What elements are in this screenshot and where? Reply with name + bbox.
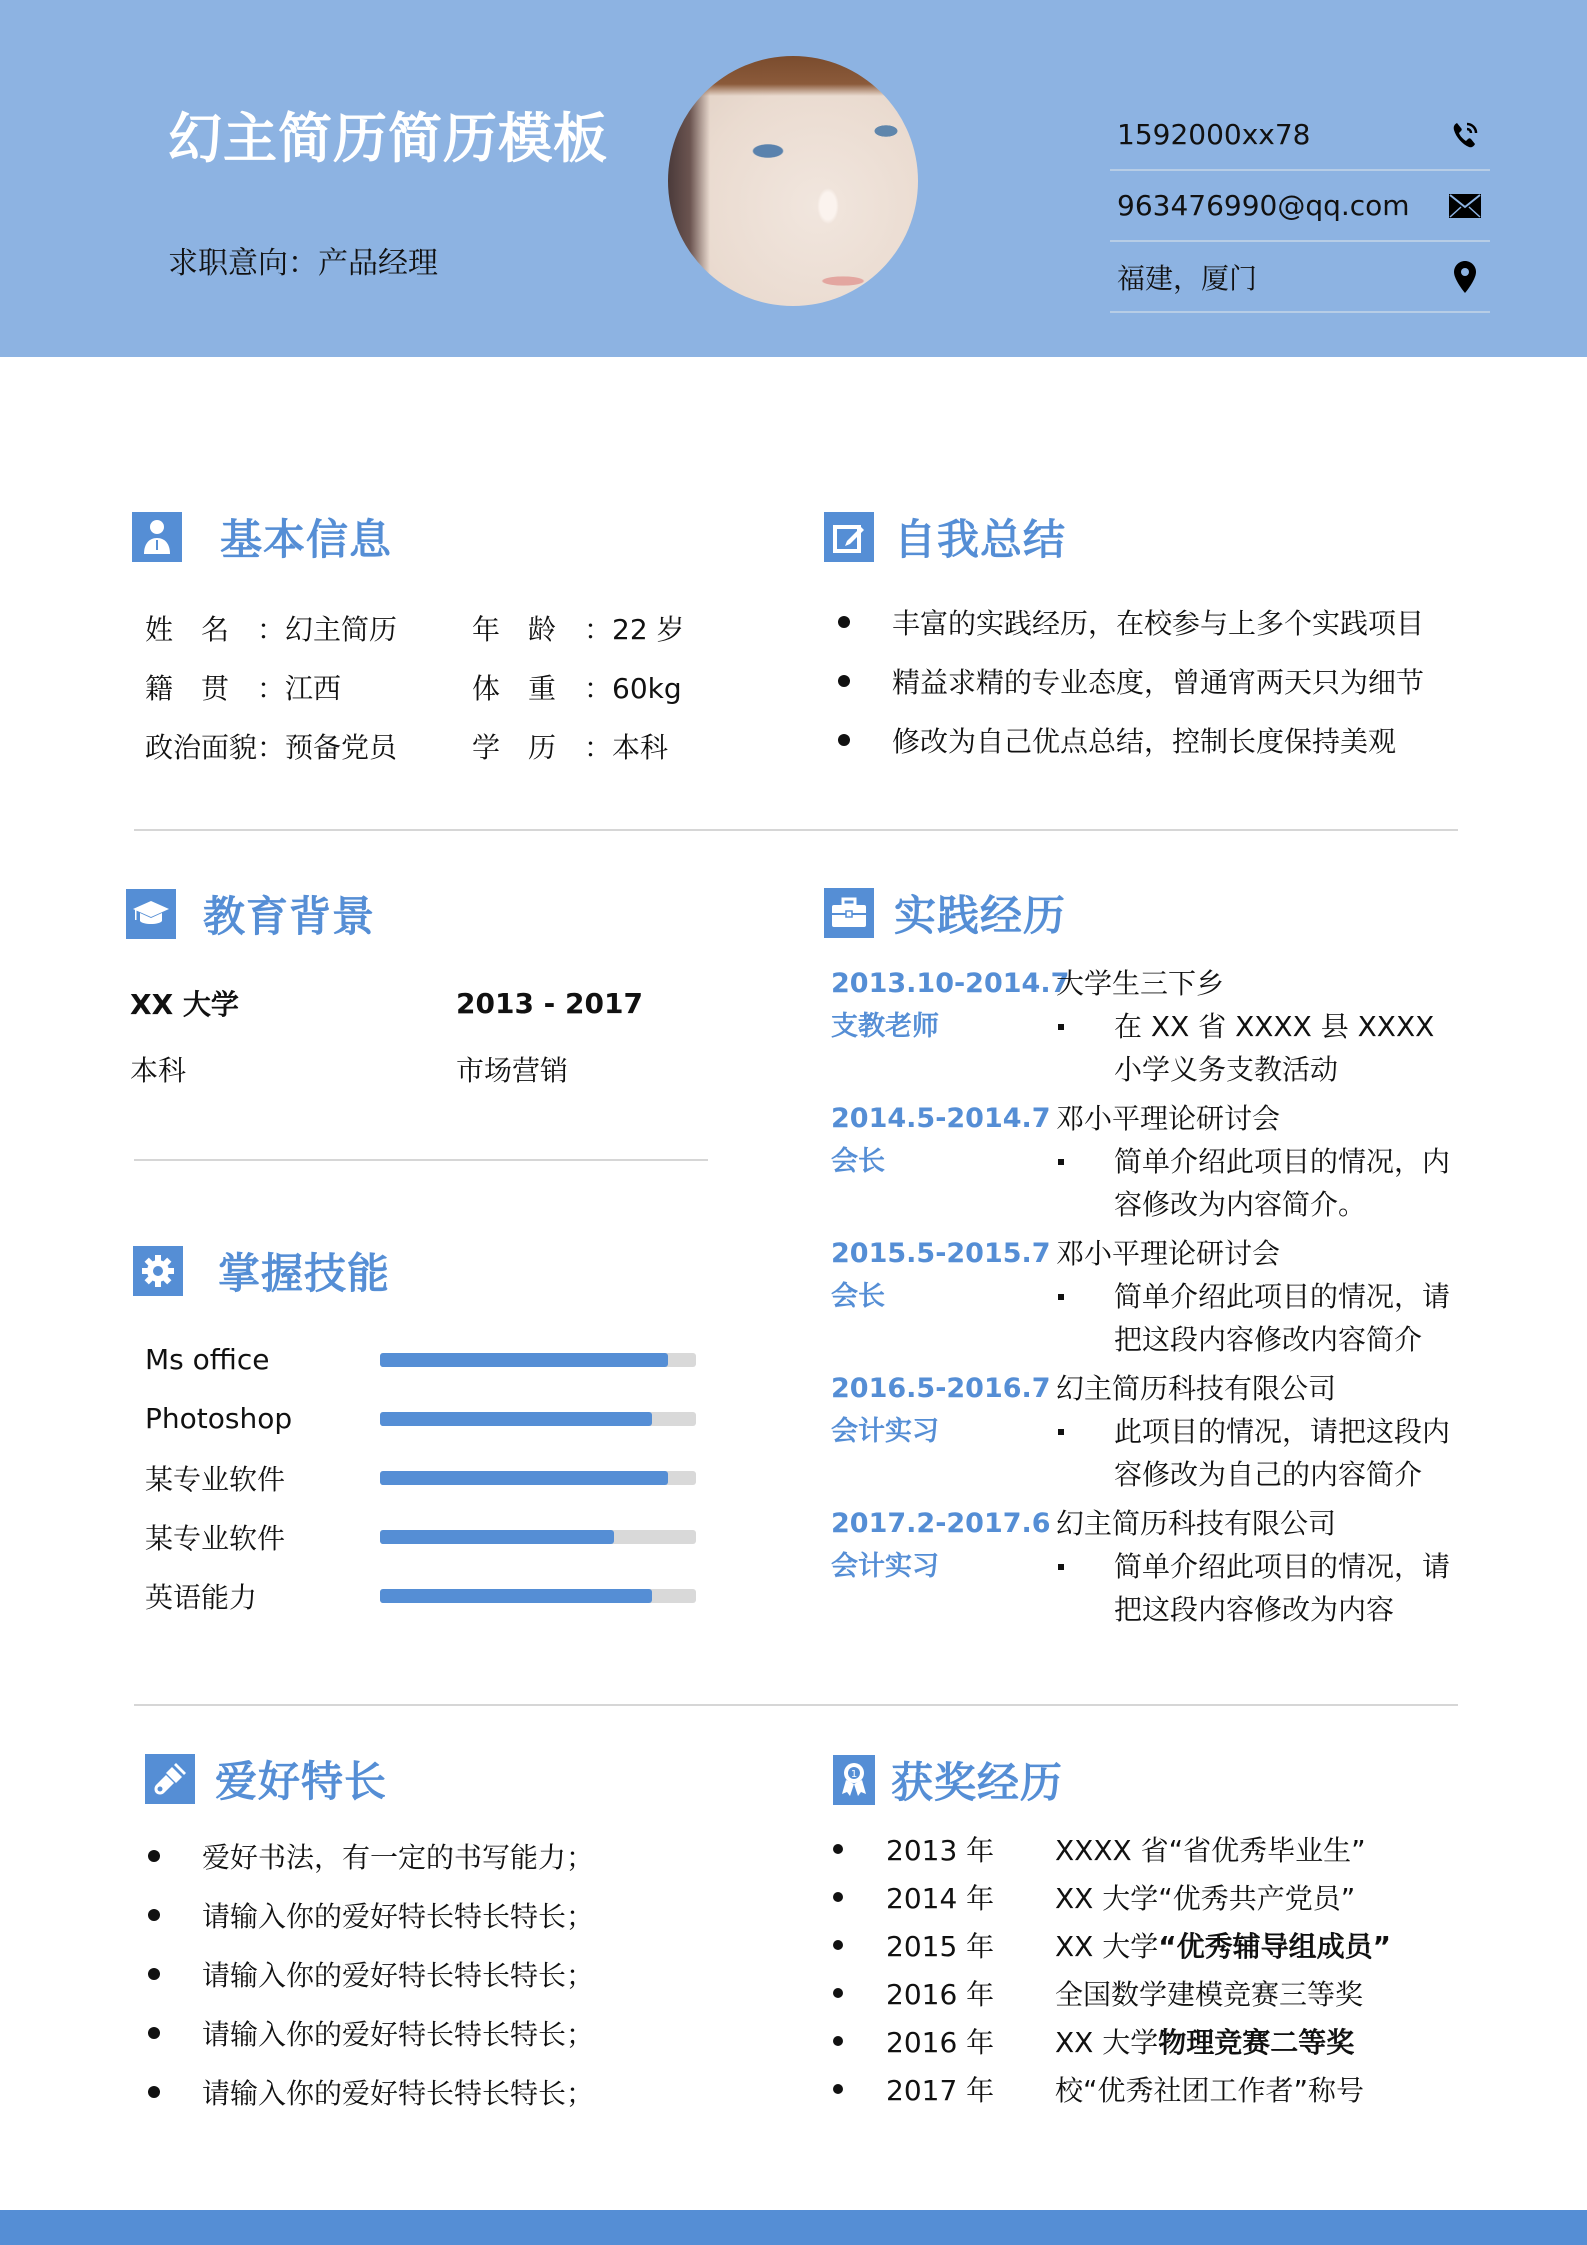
list-item-text: 爱好书法，有一定的书写能力； <box>202 1840 595 1874</box>
award-item <box>830 2065 1391 2113</box>
skills-list <box>145 1330 696 1625</box>
section-title: 基本信息 <box>220 515 393 564</box>
entry-organization: 邓小平理论研讨会 <box>1056 1237 1281 1270</box>
email-text: 963476990@qq.com <box>1117 189 1410 222</box>
divider <box>134 829 1458 831</box>
skill-name: 某专业软件 <box>145 1462 286 1496</box>
bullet-icon <box>833 1892 843 1902</box>
skill-item <box>145 1389 696 1448</box>
section-title: 自我总结 <box>894 515 1067 564</box>
list-item-text: 请输入你的爱好特长特长特长； <box>202 2017 595 2051</box>
list-item-text: 请输入你的爱好特长特长特长； <box>202 1958 595 1992</box>
education-period: 2013 - 2017 <box>456 986 643 1020</box>
skill-bar <box>380 1412 696 1426</box>
skill-bar <box>380 1353 696 1367</box>
skill-bar-fill <box>380 1589 652 1603</box>
skill-bar-fill <box>380 1412 652 1426</box>
bullet-icon <box>148 1968 160 1980</box>
award-year: 2016 年 <box>886 2026 995 2059</box>
header-banner <box>0 0 1587 357</box>
skill-bar <box>380 1530 696 1544</box>
edit-icon <box>824 512 874 562</box>
phone-text: 1592000xx78 <box>1117 118 1311 151</box>
job-intent-value: 产品经理 <box>318 246 438 281</box>
award-year: 2016 年 <box>886 1978 995 2011</box>
list-item <box>142 1826 594 1885</box>
awards-list <box>830 1825 1391 2113</box>
skill-bar-fill <box>380 1530 614 1544</box>
entry-description: 此项目的情况，请把这段内容修改为自己的内容简介 <box>1114 1415 1451 1491</box>
practice-entry <box>831 1502 1471 1631</box>
skill-item <box>145 1448 696 1507</box>
skill-item <box>145 1330 696 1389</box>
award-ribbon-icon <box>833 1755 875 1805</box>
list-item-text: 精益求精的专业态度，曾通宵两天只为细节 <box>892 665 1425 699</box>
award-text: XXXX 省“省优秀毕业生” <box>1055 1834 1366 1867</box>
paintbrush-icon <box>145 1754 195 1804</box>
bullet-icon <box>838 734 850 746</box>
degree: 本科 <box>130 1054 187 1087</box>
list-item-text: 请输入你的爱好特长特长特长； <box>202 1899 595 1933</box>
bullet-icon <box>148 2027 160 2039</box>
bullet-icon <box>833 1988 843 1998</box>
entry-period: 2013.10-2014.7 <box>831 968 1070 999</box>
entry-role: 支教老师 <box>831 1011 939 1042</box>
bullet-icon <box>148 1850 160 1862</box>
entry-period: 2016.5-2016.7 <box>831 1373 1051 1404</box>
skill-bar-fill <box>380 1471 668 1485</box>
practice-entry <box>831 962 1471 1091</box>
award-text-bold: 物理竞赛二等奖 <box>1158 2026 1355 2059</box>
practice-list <box>831 962 1471 1637</box>
list-item <box>832 592 1424 651</box>
gear-icon <box>133 1246 183 1296</box>
entry-role: 会长 <box>831 1281 885 1312</box>
bullet-icon <box>833 2084 843 2094</box>
list-item-text: 修改为自己优点总结，控制长度保持美观 <box>892 724 1397 758</box>
footer-bar <box>0 2210 1587 2245</box>
section-basic-info <box>132 507 392 567</box>
skill-name: Ms office <box>145 1343 270 1376</box>
entry-role: 会计实习 <box>831 1551 939 1582</box>
divider <box>134 1704 1458 1706</box>
section-practice <box>824 883 1066 943</box>
skill-item <box>145 1507 696 1566</box>
entry-description: 在 XX 省 XXXX 县 XXXX 小学义务支教活动 <box>1114 1010 1435 1086</box>
contact-email <box>1110 171 1490 242</box>
square-bullet-icon <box>1058 1159 1064 1165</box>
profile-photo <box>668 56 918 306</box>
field-value: 60kg <box>612 672 682 705</box>
bullet-icon <box>833 1940 843 1950</box>
entry-organization: 邓小平理论研讨会 <box>1056 1102 1281 1135</box>
location-pin-icon <box>1448 260 1482 294</box>
list-item <box>142 1944 594 2003</box>
job-intent <box>168 244 438 284</box>
field-value: 22 岁 <box>612 613 685 646</box>
section-title: 爱好特长 <box>215 1757 388 1806</box>
field-value: 本科 <box>612 731 669 764</box>
award-text: XX 大学“优秀共产党员” <box>1055 1882 1356 1915</box>
section-title: 实践经历 <box>894 891 1067 940</box>
section-summary <box>824 507 1066 567</box>
award-year: 2017 年 <box>886 2074 995 2107</box>
award-item <box>830 1921 1391 1969</box>
school-name: XX 大学 <box>130 988 239 1021</box>
skill-name: 英语能力 <box>145 1580 258 1614</box>
list-item <box>142 2003 594 2062</box>
bullet-icon <box>833 1844 843 1854</box>
section-skills <box>133 1241 390 1301</box>
field-label: 年龄： <box>472 613 612 646</box>
award-item <box>830 1825 1391 1873</box>
section-education <box>126 884 375 944</box>
basic-info-row <box>145 659 685 718</box>
bullet-icon <box>833 2036 843 2046</box>
practice-entry <box>831 1097 1471 1226</box>
field-label: 体重： <box>472 672 612 705</box>
location-text: 福建，厦门 <box>1117 261 1258 295</box>
list-item <box>832 710 1424 769</box>
contact-phone <box>1110 100 1490 171</box>
list-item <box>142 1885 594 1944</box>
award-text: 全国数学建模竞赛三等奖 <box>1055 1978 1364 2011</box>
award-text-bold: “优秀辅导组成员” <box>1158 1930 1392 1963</box>
award-year: 2014 年 <box>886 1882 995 1915</box>
skill-name: Photoshop <box>145 1402 293 1435</box>
person-icon <box>132 512 182 562</box>
list-item-text: 丰富的实践经历，在校参与上多个实践项目 <box>892 606 1425 640</box>
entry-role: 会长 <box>831 1146 885 1177</box>
entry-period: 2015.5-2015.7 <box>831 1238 1051 1269</box>
basic-info-row <box>145 718 685 777</box>
hobbies-list <box>142 1826 594 2121</box>
award-text: XX 大学 <box>1055 2026 1159 2059</box>
award-item <box>830 1969 1391 2017</box>
square-bullet-icon <box>1058 1564 1064 1570</box>
major: 市场营销 <box>456 1054 569 1087</box>
divider <box>134 1159 708 1161</box>
section-awards <box>833 1750 1063 1810</box>
bullet-icon <box>838 616 850 628</box>
job-intent-label: 求职意向： <box>168 246 318 281</box>
entry-description: 简单介绍此项目的情况，请把这段内容修改为内容 <box>1114 1550 1451 1626</box>
square-bullet-icon <box>1058 1294 1064 1300</box>
field-label: 政治面貌： <box>145 731 286 764</box>
entry-period: 2017.2-2017.6 <box>831 1508 1051 1539</box>
skill-bar-fill <box>380 1353 668 1367</box>
award-item <box>830 1873 1391 1921</box>
basic-info-table <box>145 600 685 777</box>
field-label: 学历： <box>472 731 612 764</box>
phone-icon <box>1448 118 1482 152</box>
skill-bar <box>380 1589 696 1603</box>
entry-role: 会计实习 <box>831 1416 939 1447</box>
award-text: XX 大学 <box>1055 1930 1159 1963</box>
contact-location <box>1110 242 1490 313</box>
resume-name: 幻主简历简历模板 <box>168 107 608 170</box>
section-title: 掌握技能 <box>218 1249 391 1298</box>
field-label: 籍贯： <box>145 672 285 705</box>
entry-period: 2014.5-2014.7 <box>831 1103 1051 1134</box>
section-title: 教育背景 <box>203 892 376 941</box>
entry-organization: 幻主简历科技有限公司 <box>1056 1507 1337 1540</box>
svg-text:1: 1 <box>850 1769 858 1780</box>
field-value: 江西 <box>285 672 342 705</box>
education-entry <box>130 970 643 1102</box>
award-year: 2015 年 <box>886 1930 995 1963</box>
entry-organization: 大学生三下乡 <box>1056 967 1225 1000</box>
contact-list <box>1110 100 1490 313</box>
entry-description: 简单介绍此项目的情况，内容修改为内容简介。 <box>1114 1145 1451 1221</box>
skill-bar <box>380 1471 696 1485</box>
skill-name: 某专业软件 <box>145 1521 286 1555</box>
practice-entry <box>831 1232 1471 1361</box>
list-item <box>142 2062 594 2121</box>
section-title: 获奖经历 <box>891 1758 1064 1807</box>
bullet-icon <box>838 675 850 687</box>
summary-list <box>832 592 1424 769</box>
list-item-text: 请输入你的爱好特长特长特长； <box>202 2076 595 2110</box>
bullet-icon <box>148 2086 160 2098</box>
square-bullet-icon <box>1058 1024 1064 1030</box>
bullet-icon <box>148 1909 160 1921</box>
award-text: 校“优秀社团工作者”称号 <box>1055 2074 1365 2107</box>
basic-info-row <box>145 600 685 659</box>
field-value: 预备党员 <box>285 731 398 764</box>
field-value: 幻主简历 <box>285 613 398 646</box>
list-item <box>832 651 1424 710</box>
award-item <box>830 2017 1391 2065</box>
graduation-cap-icon <box>126 889 176 939</box>
field-label: 姓名： <box>145 613 285 646</box>
section-hobbies <box>145 1749 387 1809</box>
entry-description: 简单介绍此项目的情况，请把这段内容修改内容简介 <box>1114 1280 1451 1356</box>
envelope-icon <box>1448 189 1482 223</box>
award-year: 2013 年 <box>886 1834 995 1867</box>
practice-entry <box>831 1367 1471 1496</box>
skill-item <box>145 1566 696 1625</box>
entry-organization: 幻主简历科技有限公司 <box>1056 1372 1337 1405</box>
square-bullet-icon <box>1058 1429 1064 1435</box>
briefcase-icon <box>824 888 874 938</box>
